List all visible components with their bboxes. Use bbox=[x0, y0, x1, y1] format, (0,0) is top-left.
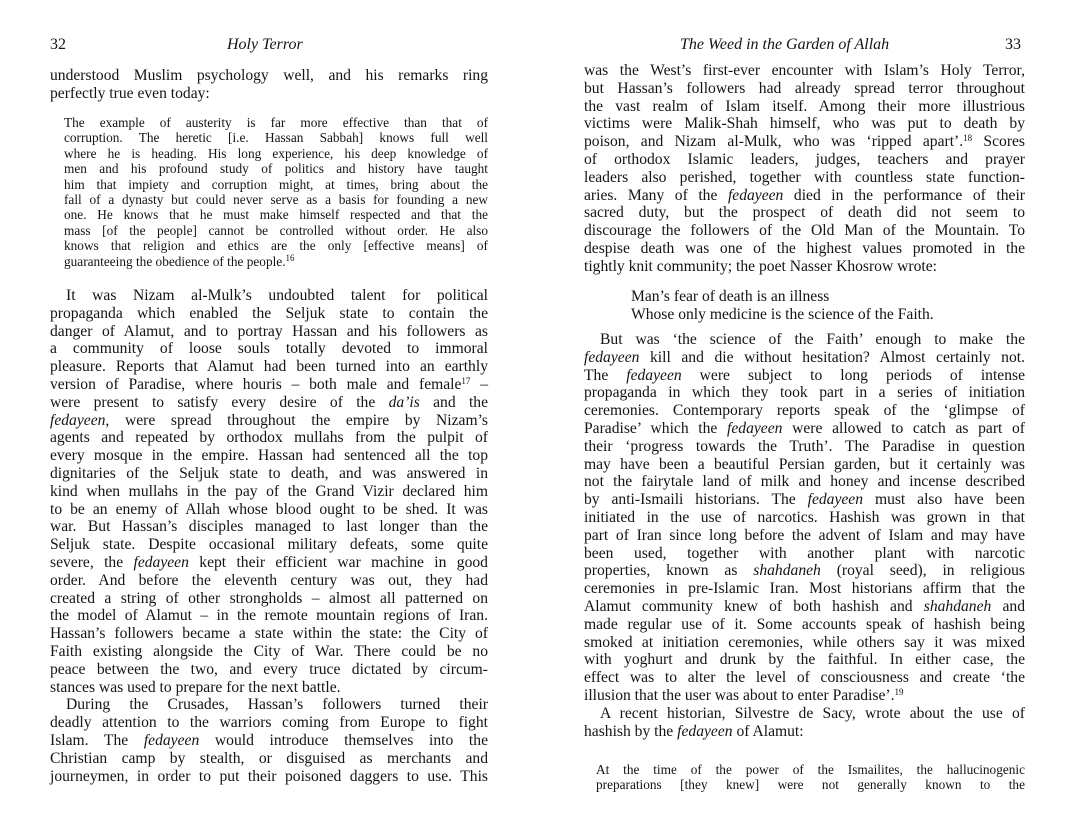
text-line: pleasure. Reports that Alamut had been turned into an earthly bbox=[50, 358, 488, 376]
text-line: fedayeen, were spread throughout the empire by Nizam’s bbox=[50, 411, 489, 429]
quote-line-text: guaranteeing the obedience of the people. bbox=[64, 253, 286, 269]
italic-term: shahdaneh bbox=[753, 562, 821, 580]
text-line bbox=[584, 491, 1025, 509]
left-running-title: Holy Terror bbox=[227, 36, 303, 53]
text-run: were present to satisfy every desire of the bbox=[50, 393, 376, 411]
text-line: of orthodox Islamic leaders, judges, teachers and prayer bbox=[584, 150, 1025, 168]
right-block-quote bbox=[596, 762, 1025, 793]
text-line bbox=[584, 598, 1025, 616]
text-line: propaganda which enabled the Seljuk state to contain the bbox=[50, 304, 488, 322]
text-line: not the fairytale land of milk and honey and incense described bbox=[584, 473, 1025, 491]
text-line: was the West’s first-ever encounter with Islam’s Holy Terror, bbox=[584, 62, 1025, 79]
italic-term: fedayeen bbox=[807, 491, 864, 509]
text-run: The bbox=[584, 366, 609, 384]
footnote-ref: 19 bbox=[894, 686, 904, 697]
quote-line: him that impiety and corruption might, at times, bring about the bbox=[64, 176, 488, 192]
text-line: part of Iran since long before the advent of Islam and may have bbox=[584, 526, 1025, 544]
right-running-title: The Weed in the Garden of Allah bbox=[680, 36, 890, 53]
italic-term: da’is bbox=[388, 393, 420, 411]
quote-line: knows that religion and ethics are the only [effective means] of bbox=[64, 238, 488, 254]
text-line bbox=[50, 394, 488, 412]
text-run: Scores bbox=[983, 133, 1025, 151]
text-line: During the Crusades, Hassan’s followers turned their bbox=[66, 696, 488, 714]
text-line: ceremonies. Contemporary reports speak of the ‘glimpse of bbox=[584, 402, 1025, 420]
text-line: discourage the followers of the Old Man of the Mountain. To bbox=[584, 222, 1025, 240]
text-run: and bbox=[1002, 597, 1026, 615]
verse-line: Whose only medicine is the science of the Faith. bbox=[631, 306, 934, 323]
text-run: poison, and Nizam al-Mulk, who was ‘ripped apart’. bbox=[584, 133, 964, 151]
text-line: But was ‘the science of the Faith’ enough to make the bbox=[600, 331, 1025, 348]
text-line: the vast realm of Islam itself. Among their more illustrious bbox=[584, 97, 1025, 115]
italic-term: fedayeen bbox=[727, 186, 784, 204]
text-line: kind when mullahs in the pay of the Grand Vizir declared him bbox=[50, 482, 488, 500]
text-line bbox=[584, 367, 1025, 385]
italic-term: fedayeen bbox=[626, 366, 682, 384]
text-line: effect was to alter the level of consciousness and create ‘the bbox=[584, 669, 1025, 687]
right-page bbox=[546, 0, 1092, 829]
quote-line: fall of a dynasty but could never serve as a basis for founding a new bbox=[64, 192, 488, 208]
text-line bbox=[584, 723, 1025, 741]
text-run: version of Paradise, where houris – both male and female bbox=[50, 375, 462, 393]
text-line: tightly knit community; the poet Nasser Khosrow wrote: bbox=[584, 257, 937, 275]
quote-line bbox=[64, 254, 488, 269]
text-line bbox=[584, 133, 1025, 151]
text-line: war. But Hassan’s disciples managed to last longer than the bbox=[50, 518, 488, 536]
text-line bbox=[584, 562, 1025, 580]
italic-term: fedayeen bbox=[584, 348, 640, 366]
text-line: may have been a beautiful Persian garden, but it certainly was bbox=[584, 455, 1025, 473]
text-run: kill and die without hesitation? Almost certainly not. bbox=[650, 348, 1025, 366]
italic-term: fedayeen bbox=[143, 731, 200, 749]
text-run: were spread throughout the empire by Nizam’s bbox=[124, 411, 489, 429]
text-run: (royal seed), in religious bbox=[836, 562, 1025, 580]
footnote-ref: 18 bbox=[963, 133, 973, 144]
left-paragraph-1 bbox=[50, 287, 488, 785]
text-line: every mosque in the empire. Hassan had sentenced all the top bbox=[50, 447, 488, 465]
text-run: hashish by the bbox=[584, 722, 674, 740]
italic-term: shahdaneh bbox=[923, 597, 992, 615]
quote-line: The example of austerity is far more effective than that of bbox=[64, 115, 488, 130]
text-line bbox=[584, 420, 1025, 438]
text-line: order. And before the eleventh century was out, they had bbox=[50, 571, 488, 589]
text-run: were subject to long periods of intense bbox=[699, 366, 1025, 384]
text-run: by anti-Ismaili historians. The bbox=[584, 491, 796, 509]
text-line: stances was used to prepare for the next battle. bbox=[50, 678, 341, 696]
text-run: Paradise’ which the bbox=[584, 419, 718, 437]
quote-line: where he is heading. His long experience, his deep knowledge of bbox=[64, 145, 488, 161]
text-line: Christian camp by stealth, or disguised as merchants and bbox=[50, 749, 488, 767]
text-line: danger of Alamut, and to portray Hassan and his followers as bbox=[50, 322, 488, 340]
text-line: A recent historian, Silvestre de Sacy, wrote about the use of bbox=[600, 704, 1025, 722]
text-run: illusion that the user was about to enter Paradise’. bbox=[584, 686, 895, 704]
text-run: must also have been bbox=[874, 491, 1025, 509]
quote-line: one. He knows that he must make himself respected and that the bbox=[64, 207, 488, 223]
text-line: dignitaries of the Seljuk state to death, and was answered in bbox=[50, 464, 488, 482]
text-line: agents and repeated by orthodox mullahs from the pulpit of bbox=[50, 429, 488, 447]
text-line: with yoghurt and drunk by the faithful. In either case, the bbox=[584, 651, 1025, 669]
text-run: died in the performance of their bbox=[793, 186, 1025, 204]
text-run: Islam. The bbox=[50, 731, 129, 749]
text-line: initiated in the use of narcotics. Hashish was grown in that bbox=[584, 508, 1025, 526]
right-paragraph-2 bbox=[584, 331, 1025, 740]
quote-line: preparations [they knew] were not generally known to the bbox=[596, 777, 1025, 793]
text-run: and the bbox=[433, 393, 489, 411]
text-line: It was Nizam al-Mulk’s undoubted talent for political bbox=[66, 287, 488, 304]
text-run: Alamut community knew of both hashish and bbox=[584, 597, 913, 615]
text-line: version of Paradise, where houris – both male and female$^{17}$ – bbox=[50, 375, 488, 393]
text-run: were allowed to catch as part of bbox=[792, 419, 1026, 437]
text-line: perfectly true even today: bbox=[50, 84, 210, 102]
italic-term: fedayeen bbox=[50, 411, 106, 429]
text-line: made regular use of it. Some accounts speak of hashish being bbox=[584, 615, 1025, 633]
italic-term: fedayeen bbox=[133, 553, 189, 571]
text-line: propaganda in which they took part in a series of initiation bbox=[584, 384, 1025, 402]
text-run: kept their efficient war machine in good bbox=[199, 553, 488, 571]
right-paragraph-1 bbox=[584, 62, 1025, 276]
text-line: the model of Alamut – in the remote mountain regions of Iran. bbox=[50, 607, 488, 625]
text-line: Faith existing alongside the City of War. There could be no bbox=[50, 642, 488, 660]
text-line bbox=[50, 732, 488, 750]
verse-line: Man’s fear of death is an illness bbox=[631, 288, 830, 305]
text-run: would introduce themselves into the bbox=[214, 731, 488, 749]
text-line: Hassan’s followers became a state within the state: the City of bbox=[50, 625, 488, 643]
italic-term: fedayeen bbox=[677, 722, 733, 740]
text-line: smoked at initiation ceremonies, while others say it was mixed bbox=[584, 633, 1025, 651]
text-line: Seljuk state. Despite occasional military defeats, some quite bbox=[50, 536, 488, 554]
quote-line: corruption. The heretic [i.e. Hassan Sabbah] knows full well bbox=[64, 130, 488, 146]
text-line: peace between the two, and every truce dictated by circum- bbox=[50, 660, 488, 678]
text-line: to be an enemy of Allah whose blood ought to be shed. It was bbox=[50, 500, 488, 518]
text-run: severe, the bbox=[50, 553, 124, 571]
text-line: victims were Malik-Shah himself, who was put to death by bbox=[584, 115, 1025, 133]
left-block-quote bbox=[64, 115, 488, 269]
text-run: properties, known as bbox=[584, 562, 738, 580]
text-line: journeymen, in order to put their poisoned daggers to use. This bbox=[50, 767, 488, 785]
footnote-ref: 16 bbox=[285, 252, 295, 263]
text-line: created a string of other strongholds – almost all patterned on bbox=[50, 589, 488, 607]
text-line: sacred duty, but the prospect of death did not seem to bbox=[584, 204, 1025, 222]
text-line: ceremonies in pre-Islamic Iran. Most historians affirm that the bbox=[584, 580, 1025, 598]
quote-line: men and his profound study of politics and history have taught bbox=[64, 161, 488, 177]
verse-quote bbox=[631, 288, 934, 324]
text-line: deadly attention to the warriors coming from Europe to fight bbox=[50, 714, 488, 732]
quote-line: At the time of the power of the Ismailites, the hallucinogenic bbox=[596, 762, 1025, 777]
text-line: but Hassan’s followers had already spread terror throughout bbox=[584, 79, 1025, 97]
text-line: leaders also perished, together with countless state function- bbox=[584, 168, 1025, 186]
text-line bbox=[584, 187, 1025, 205]
text-line: understood Muslim psychology well, and his remarks ring bbox=[50, 67, 488, 84]
right-page-number: 33 bbox=[1005, 36, 1021, 53]
footnote-ref: 17 bbox=[461, 375, 471, 386]
text-line: been used, together with another plant with narcotic bbox=[584, 544, 1025, 562]
text-line: their ‘progress towards the Truth’. The Paradise in question bbox=[584, 437, 1025, 455]
text-line bbox=[584, 349, 1025, 367]
text-line: a community of loose souls totally devoted to immoral bbox=[50, 340, 488, 358]
italic-term: fedayeen bbox=[727, 419, 783, 437]
text-line: despise death was one of the highest values promoted in the bbox=[584, 239, 1025, 257]
quote-line: mass [of the people] cannot be controlled without order. He also bbox=[64, 222, 488, 238]
left-page-number: 32 bbox=[50, 36, 66, 53]
text-line bbox=[584, 687, 1025, 705]
text-line bbox=[50, 554, 488, 572]
text-run: of Alamut: bbox=[736, 722, 804, 740]
text-run: aries. Many of the bbox=[584, 186, 718, 204]
left-opening-paragraph bbox=[50, 67, 488, 103]
